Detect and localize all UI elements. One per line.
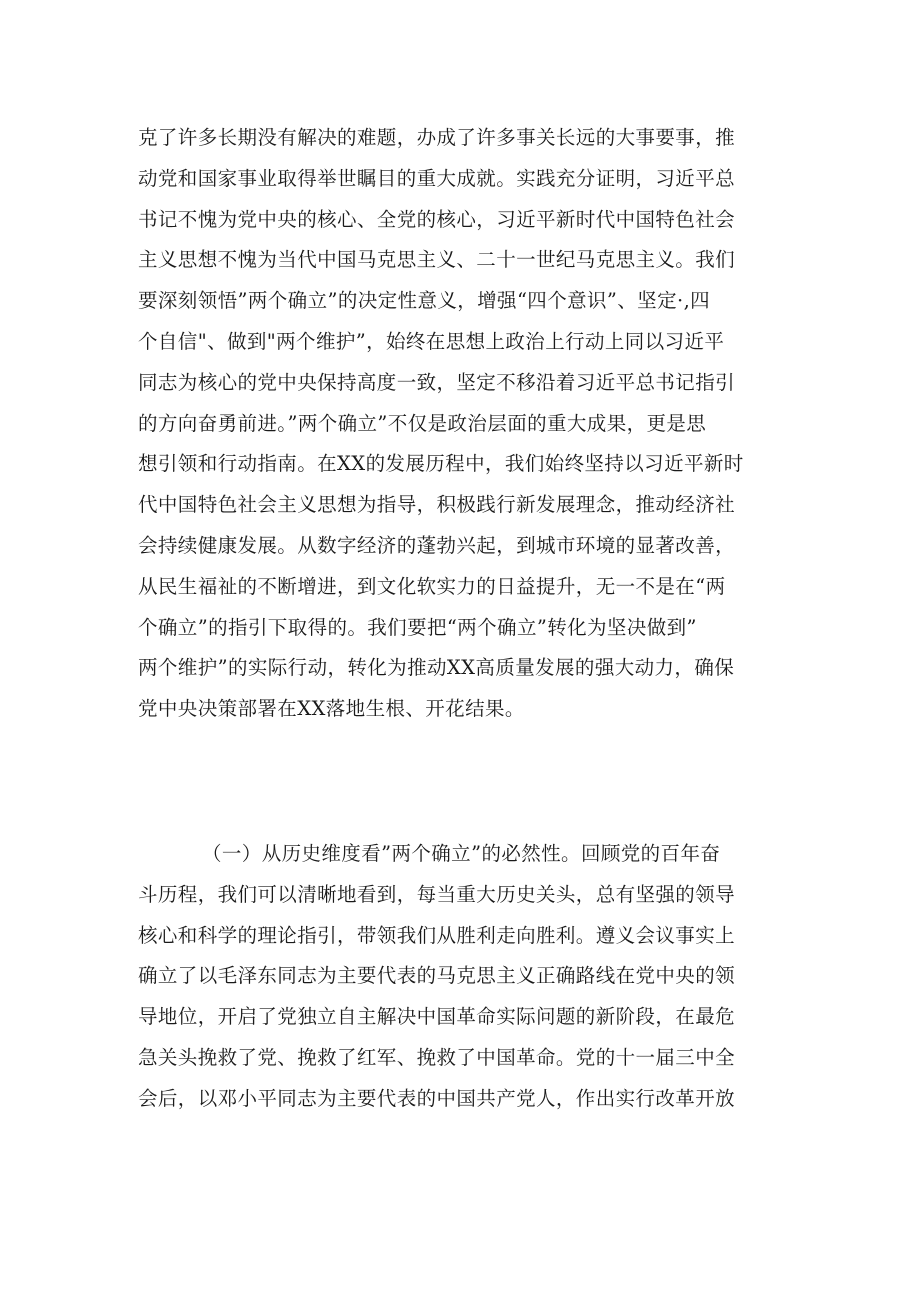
paragraph-1-line: 代中国特色社会主义思想为指导，积极践行新发展理念，推动经济社 bbox=[138, 493, 736, 517]
paragraph-2 bbox=[138, 834, 784, 1120]
paragraph-1-line: 克了许多长期没有解决的难题，办成了许多事关长远的大事要事，推 bbox=[138, 126, 736, 149]
paragraph-1-line: 主义思想不愧为当代中国马克思主义、二十一世纪马克思主义。我们 bbox=[138, 248, 736, 272]
paragraph-1-line: 动党和国家事业取得举世瞩目的重大成就。实践充分证明，习近平总 bbox=[138, 166, 736, 190]
paragraph-2-line: 会后，以邓小平同志为主要代表的中国共产党人，作出实行改革开放 bbox=[138, 1086, 736, 1110]
paragraph-1-line: 会持续健康发展。从数字经济的蓬勃兴起，到城市环境的显著改善， bbox=[138, 533, 736, 557]
paragraph-1-line: 两个维护”的实际行动，转化为推动XX高质量发展的强大动力，确保 bbox=[138, 656, 735, 680]
paragraph-1-line: 要深刻领悟”两个确立”的决定性意义，增强“四个意识”、坚定·,四 bbox=[138, 289, 711, 313]
paragraph-1-line: 从民生福祉的不断增进，到文化软实力的日益提升，无一不是在“两 bbox=[138, 574, 726, 598]
paragraph-2-line: 导地位，开启了党独立自主解决中国革命实际问题的新阶段，在最危 bbox=[138, 1005, 736, 1029]
section-heading-line: （一）从历史维度看”两个确立”的必然性。回顾党的百年奋 bbox=[202, 842, 721, 865]
paragraph-1-line: 党中央决策部署在XX落地生根、开花结果。 bbox=[138, 697, 525, 721]
paragraph-2-line: 核心和科学的理论指引，带领我们从胜利走向胜利。遵义会议事实上 bbox=[138, 923, 736, 947]
paragraph-1 bbox=[138, 118, 784, 730]
paragraph-1-line: 书记不愧为党中央的核心、全党的核心，习近平新时代中国特色社会 bbox=[138, 207, 736, 231]
paragraph-1-line: 的方向奋勇前进。”两个确立”不仅是政治层面的重大成果，更是思 bbox=[138, 411, 707, 435]
paragraph-2-line: 确立了以毛泽东同志为主要代表的马克思主义正确路线在党中央的领 bbox=[138, 964, 736, 988]
paragraph-1-line: 想引领和行动指南。在XX的发展历程中，我们始终坚持以习近平新时 bbox=[138, 452, 744, 476]
paragraph-2-line: 急关头挽救了党、挽救了红军、挽救了中国革命。党的十一届三中全 bbox=[138, 1045, 736, 1069]
paragraph-1-line: 个自信"、做到"两个维护”，始终在思想上政治上行动上同以习近平 bbox=[138, 329, 725, 353]
paragraph-1-line: 个确立”的指引下取得的。我们要把“两个确立”转化为坚决做到” bbox=[138, 615, 697, 639]
paragraph-1-line: 同志为核心的党中央保持高度一致，坚定不移沿着习近平总书记指引 bbox=[138, 370, 736, 394]
paragraph-2-line: 斗历程，我们可以清晰地看到，每当重大历史关头，总有坚强的领导 bbox=[138, 882, 736, 906]
